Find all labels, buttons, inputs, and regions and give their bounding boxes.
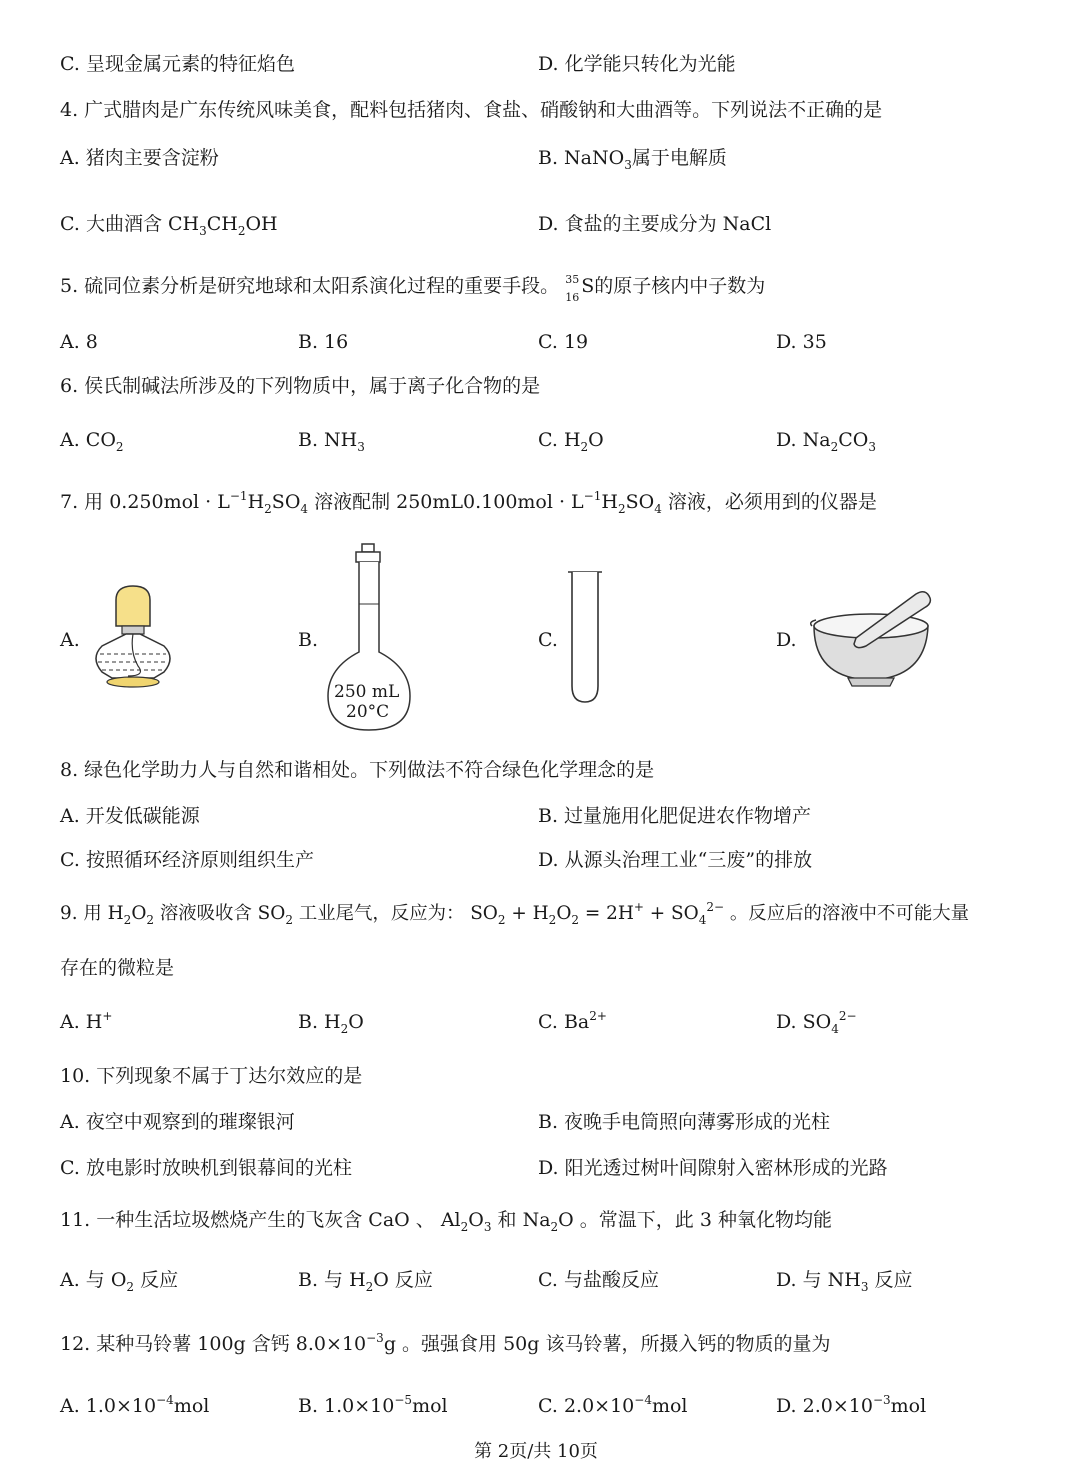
q6-option-d: D. $Na_2CO_3$ [776,429,876,454]
flask-temp-label: 20°C [346,702,390,722]
q11-option-c: C. 与盐酸反应 [538,1269,659,1291]
q8-option-c: C. 按照循环经济原则组织生产 [60,849,314,871]
q5-option-b: B. 16 [298,331,349,353]
flask-volume-label: 250 mL [334,682,400,702]
q11-option-d: D. 与 $NH_3$ 反应 [776,1269,913,1294]
q10-option-a: A. 夜空中观察到的璀璨银河 [60,1111,295,1133]
q8-option-b: B. 过量施用化肥促进农作物增产 [538,805,812,827]
q12-option-c: C. $2.0\times 10^{-4}mol$ [538,1393,688,1417]
q6-option-c: C. $H_2O$ [538,429,604,454]
q7-stem: 7. 用 $0.250mol \cdot L^{-1}H_2SO_4$ 溶液配制 $250mL0.100mol \cdot L^{-1}H_2SO_4$ 溶液，必须用到的仪器是 [60,489,877,516]
q4-stem: 4. 广式腊肉是广东传统风味美食，配料包括猪肉、食盐、硝酸钠和大曲酒等。下列说法不正确的是 [60,99,883,121]
q10-option-d: D. 阳光透过树叶间隙射入密林形成的光路 [538,1157,888,1179]
q4-option-d: D. 食盐的主要成分为 NaCl [538,213,772,235]
q9-option-a: A. H+ [60,1009,113,1033]
q10-option-c: C. 放电影时放映机到银幕间的光柱 [60,1157,352,1179]
q9-stem-line2: 存在的微粒是 [60,957,175,979]
isotope-notation: 35 16 [565,273,580,304]
q12-stem: 12. 某种马铃薯 100g 含钙 $8.0\times 10^{-3}g$ 。强强食用 50g 该马铃薯，所摄入钙的物质的量为 [60,1331,831,1355]
q4-option-c: C. 大曲酒含 $CH_3CH_2OH$ [60,213,278,238]
q10-stem: 10. 下列现象不属于丁达尔效应的是 [60,1065,363,1087]
q9-option-d: D. $SO_4^{2-}$ [776,1009,857,1036]
q7-option-c: C. [538,629,558,651]
alcohol-lamp-icon [88,582,184,692]
test-tube-icon [560,568,610,708]
q8-option-a: A. 开发低碳能源 [60,805,200,827]
q6-option-b: B. $NH_3$ [298,429,365,454]
q3-option-c: C. 呈现金属元素的特征焰色 [60,53,295,75]
q4-option-b: B. NaNO$_3$属于电解质 [538,147,727,172]
q3-option-d: D. 化学能只转化为光能 [538,53,736,75]
q6-option-a: A. $CO_2$ [60,429,124,454]
q11-stem: 11. 一种生活垃圾燃烧产生的飞灰含 CaO 、 $Al_2O_3$ 和 $Na_2O$ 。常温下，此 3 种氧化物均能 [60,1209,832,1234]
q7-option-b: B. [298,629,319,651]
q10-option-b: B. 夜晚手电筒照向薄雾形成的光柱 [538,1111,831,1133]
q8-option-d: D. 从源头治理工业“三废”的排放 [538,849,813,871]
mortar-pestle-icon [808,586,938,690]
page-footer: 第 2页/共 10页 [474,1441,598,1462]
q7-option-d: D. [776,629,797,651]
q12-option-a: A. $1.0\times 10^{-4}mol$ [60,1393,210,1417]
q5-option-a: A. 8 [60,331,98,353]
q8-stem: 8. 绿色化学助力人与自然和谐相处。下列做法不符合绿色化学理念的是 [60,759,655,781]
q9-option-c: C. $Ba^{2+}$ [538,1009,607,1033]
q5-option-d: D. 35 [776,331,827,353]
q6-stem: 6. 侯氏制碱法所涉及的下列物质中，属于离子化合物的是 [60,375,541,397]
q12-option-b: B. $1.0\times 10^{-5}mol$ [298,1393,448,1417]
q12-option-d: D. $2.0\times 10^{-3}mol$ [776,1393,927,1417]
q11-option-b: B. 与 $H_2O$ 反应 [298,1269,433,1294]
q5-option-c: C. 19 [538,331,589,353]
q4-option-a: A. 猪肉主要含淀粉 [60,147,219,169]
q11-option-a: A. 与 $O_2$ 反应 [60,1269,179,1294]
q7-option-a: A. [60,629,80,651]
q5-stem: 5. 硫同位素分析是研究地球和太阳系演化过程的重要手段。 35 16 S的原子核内中子数为 [60,273,766,304]
q9-stem: 9. 用 $H_2O_2$ 溶液吸收含 $SO_2$ 工业尾气，反应为： $SO_2 + H_2O_2 = 2H^+ + SO_4^{2-}$ 。反应后的溶液中不可能大量 [60,900,969,927]
q9-option-b: B. $H_2O$ [298,1011,364,1036]
